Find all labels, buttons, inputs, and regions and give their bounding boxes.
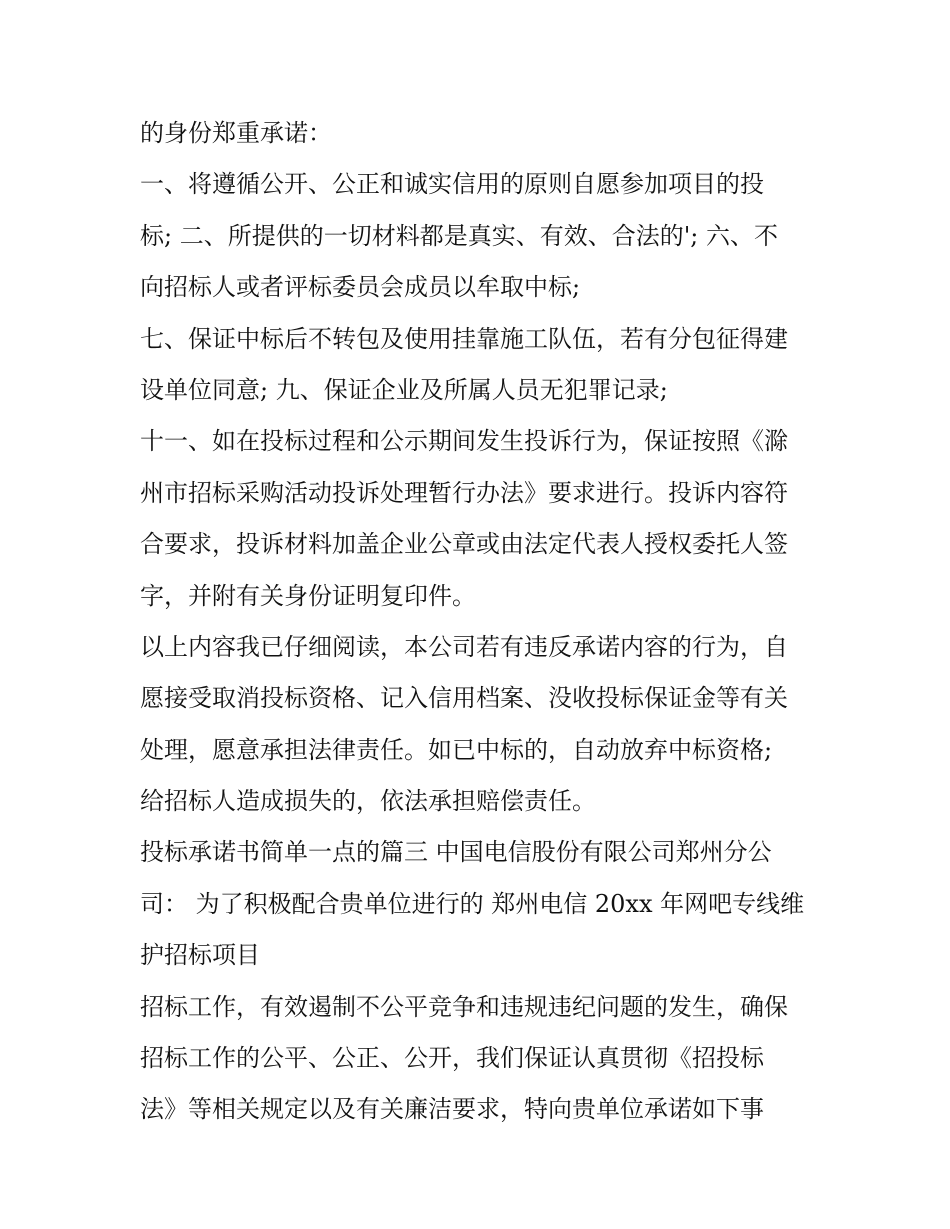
text-line: 七、保证中标后不转包及使用挂靠施工队伍，若有分包征得建 — [140, 324, 788, 353]
text-line: 护招标项目 — [140, 941, 260, 970]
text-line: 的身份郑重承诺： — [140, 119, 332, 147]
text-line: 法》等相关规定以及有关廉洁要求，特向贵单位承诺如下事 — [140, 1095, 764, 1124]
text-line: 招标工作，有效遏制不公平竞争和违规违纪问题的发生，确保 — [140, 992, 788, 1021]
text-line: 标; 二、所提供的一切材料都是真实、有效、合法的'; 六、不 — [140, 221, 779, 250]
text-line: 愿接受取消投标资格、记入信用档案、没收投标保证金等有关 — [140, 684, 788, 713]
text-line: 向招标人或者评标委员会成员以牟取中标; — [140, 273, 581, 302]
text-line: 一、将遵循公开、公正和诚实信用的原则自愿参加项目的投 — [140, 170, 764, 199]
text-line: 处理，愿意承担法律责任。如已中标的，自动放弃中标资格; — [140, 735, 773, 764]
text-line: 字，并附有关身份证明复印件。 — [140, 581, 476, 610]
text-line: 招标工作的公平、公正、公开，我们保证认真贯彻《招投标 — [140, 1044, 764, 1073]
document-body — [140, 108, 820, 1136]
text-line: 投标承诺书简单一点的篇三 中国电信股份有限公司郑州分公 — [140, 838, 772, 867]
text-line: 合要求，投诉材料加盖企业公章或由法定代表人授权委托人签 — [140, 530, 788, 559]
text-line: 州市招标采购活动投诉处理暂行办法》要求进行。投诉内容符 — [140, 478, 788, 507]
text-line: 设单位同意; 九、保证企业及所属人员无犯罪记录; — [140, 375, 668, 404]
text-line: 以上内容我已仔细阅读，本公司若有违反承诺内容的行为，自 — [140, 632, 788, 661]
text-line: 十一、如在投标过程和公示期间发生投诉行为，保证按照《滁 — [140, 427, 788, 456]
text-line: 司： 为了积极配合贵单位进行的 郑州电信 20xx 年网吧专线维 — [140, 889, 805, 918]
text-line: 给招标人造成损失的，依法承担赔偿责任。 — [140, 787, 596, 816]
